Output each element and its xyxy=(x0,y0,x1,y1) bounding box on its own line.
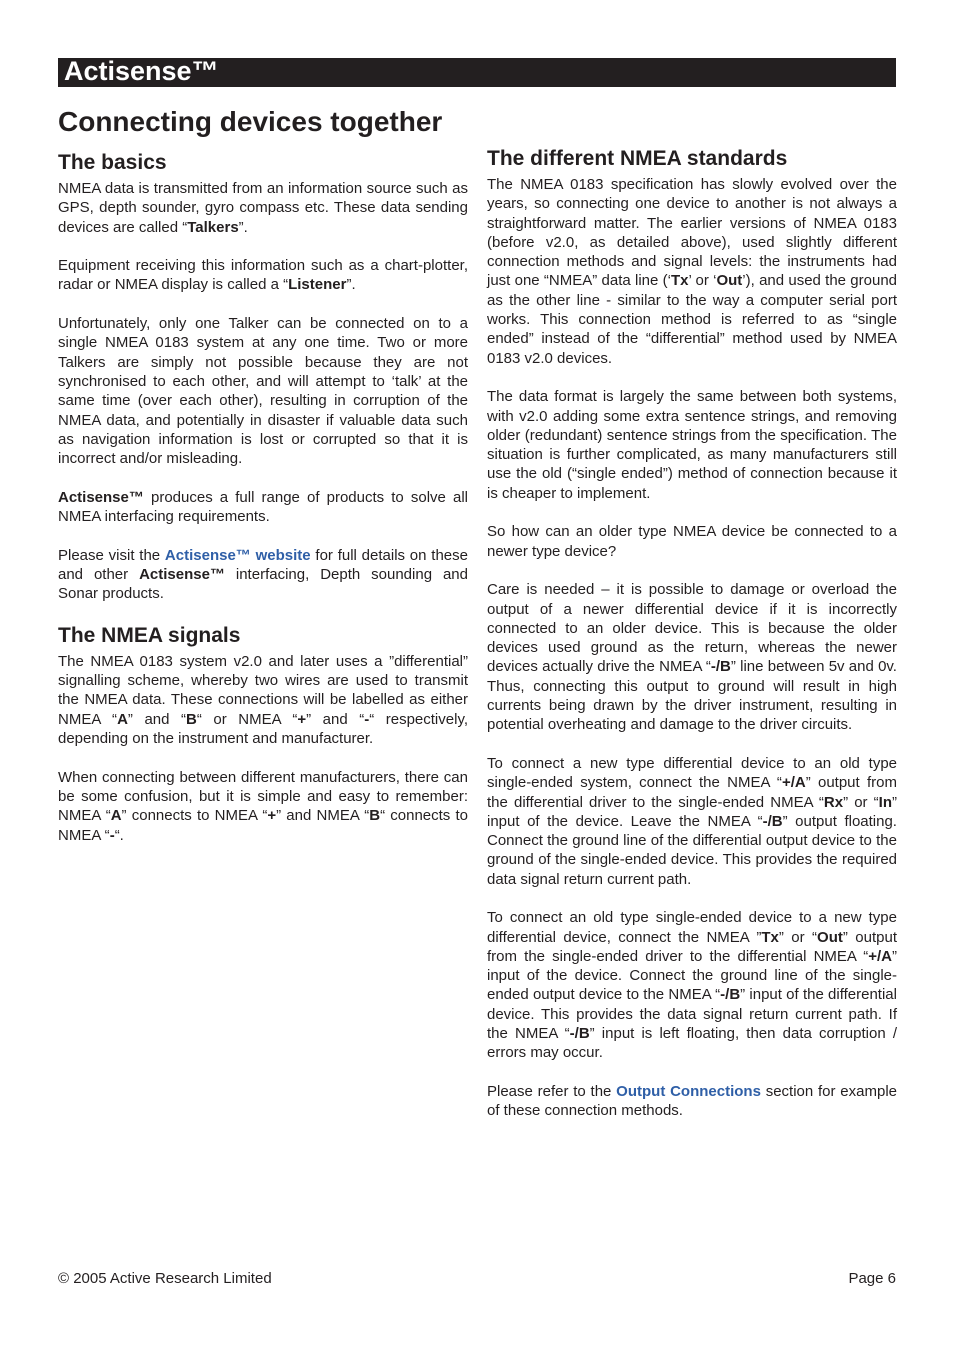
paragraph: To connect a new type differential device to an old type single-ended system, connect the NMEA “+/A” output from the differential driver to the single-ended NMEA “Rx” or “In” input of the device. Leave the NMEA “-/B” output floating. Connect the ground line of the differential output device to the ground of the single-ended device. This provides the required data signal return current path. xyxy=(487,754,898,888)
paragraph: When connecting between different manufacturers, there can be some confusion, but it is simple and easy to remember: NMEA “A” connects to NMEA “+” and NMEA “B“ connects to NMEA “-“. xyxy=(58,768,468,844)
output-connections-link[interactable]: Output Connections xyxy=(616,1082,761,1100)
right-column xyxy=(487,146,897,1140)
paragraph: The NMEA 0183 specification has slowly evolved over the years, so connecting one device to another is not always a straightforward matter. The earlier versions of NMEA 0183 (before v2.0, as detailed above), used slightly different connection methods and signal levels: the instruments had just one “NMEA” data line (‘Tx’ or ‘Out’), and used the ground as the other line - similar to the way a computer serial port works. This connection method is referred to as “single ended” instead of the “differential” method used by NMEA 0183 v2.0 devices. xyxy=(487,176,898,367)
paragraph: NMEA data is transmitted from an information source such as GPS, depth sounder, gyro compass etc. These data sending devices are called “Talkers”. xyxy=(58,180,468,236)
paragraph: Please refer to the Output Connections section for example of these connection methods. xyxy=(487,1082,897,1120)
footer-page-number: Page 6 xyxy=(848,1270,896,1287)
section-heading-signals: The NMEA signals xyxy=(58,623,241,647)
paragraph: Actisense™ produces a full range of products to solve all NMEA interfacing requirements. xyxy=(58,488,468,526)
footer-copyright: © 2005 Active Research Limited xyxy=(58,1270,272,1287)
left-column xyxy=(58,150,468,864)
paragraph: The NMEA 0183 system v2.0 and later uses a ”differential” signalling scheme, whereby two wires are used to transmit the NMEA data. These connections will be labelled as either NMEA “A” and “B“ or NMEA “+” and “-“ respectively, depending on the instrument and manufacturer. xyxy=(58,652,468,748)
page-title: Connecting devices together xyxy=(58,106,443,137)
section-heading-basics: The basics xyxy=(58,151,167,174)
header-banner xyxy=(58,58,896,87)
paragraph: Please visit the Actisense™ website for full details on these and other Actisense™ interfacing, Depth sounding and Sonar products. xyxy=(58,546,468,603)
paragraph: The data format is largely the same between both systems, with v2.0 adding some extra sentence strings, and removing older (redundant) sentence strings from the specification. The situation is further complicated, as many manufacturers still use the old (“single ended”) method of connection because it is cheaper to implement. xyxy=(487,388,897,502)
paragraph: Equipment receiving this information such as a chart-plotter, radar or NMEA display is called a “Listener”. xyxy=(58,257,468,294)
actisense-website-link[interactable]: Actisense™ website xyxy=(164,546,311,564)
paragraph: Unfortunately, only one Talker can be connected on to a single NMEA 0183 system at any one time. Two or more Talkers are simply not possible because they are not synchronised to each other, and will attempt to ‘talk’ at the same time (over each other), resulting in corruption of the NMEA data, and potentially in disaster if valuable data such as navigation information is lost or corrupted so that it is incorrect and/or misleading. xyxy=(58,315,468,468)
brand-title: Actisense™ xyxy=(64,56,219,86)
section-heading-standards: The different NMEA standards xyxy=(487,147,788,170)
paragraph: To connect an old type single-ended device to a new type differential device, connect the NMEA ”Tx” or “Out” output from the single-ended driver to the differential NMEA “+/A” input of the device. Connect the ground line of the single-ended output device to the NMEA “-/B” input of the differential device. This provides the data signal return current path. If the NMEA “-/B” input is left floating, then data corruption / errors may occur. xyxy=(487,909,897,1062)
paragraph: So how can an older type NMEA device be connected to a newer type device? xyxy=(487,523,897,560)
paragraph: Care is needed – it is possible to damage or overload the output of a newer differential device if it is incorrectly connected to an older device. This is because the older devices used ground as the return, whereas the newer devices actually drive the NMEA “-/B” line between 5v and 0v. Thus, connecting this output to ground will result in high currents being drawn by the driver instrument, resulting in potential overheating and damage to the driver circuits. xyxy=(487,581,897,734)
